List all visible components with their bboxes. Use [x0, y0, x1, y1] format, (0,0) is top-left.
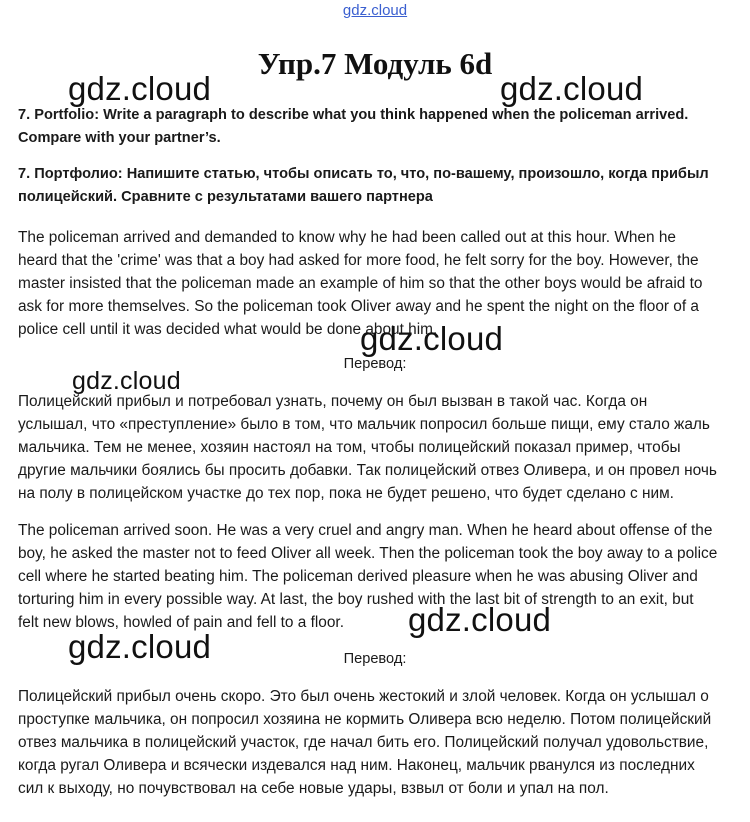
answer-1-english: The policeman arrived and demanded to know why he had been called out at this hour. When he heard that the 'crime' was that a boy had asked for more food, he felt sorry for the boy. However, the master insisted that the policeman made an example of him so that the other boys would be afraid to ask for more themselves. So the policeman took Oliver away and he spent the night on the floor of a police cell until it was decided what would be done about him. — [18, 229, 703, 338]
watermark: gdz.cloud — [360, 320, 504, 357]
watermark-link[interactable]: gdz.cloud — [342, 2, 408, 19]
watermark: gdz.cloud — [500, 70, 644, 107]
watermark: gdz.cloud — [68, 70, 212, 107]
page-title: Упр.7 Модуль 6d — [257, 46, 493, 81]
watermark: gdz.cloud — [72, 367, 181, 395]
task-english: 7. Portfolio: Write a paragraph to describe what you think happened when the policeman arrived. Compare with your partner’s. — [18, 107, 689, 146]
answer-2-english: The policeman arrived soon. He was a very cruel and angry man. When he heard about offense of the boy, he asked the master not to feed Oliver all week. Then the policeman took the boy away to a police cell where he started beating him. The policeman derived pleasure when he was abusing Oliver and torturing him in every possible way. At last, the boy rushed with the last bit of strength to an exit, but felt new blows, howled of pain and fell to a floor. — [18, 522, 718, 631]
translation-label: Перевод: — [343, 356, 407, 372]
translation-label: Перевод: — [343, 651, 407, 667]
task-russian: 7. Портфолио: Напишите статью, чтобы описать то, что, по-вашему, произошло, когда прибыл полицейский. Сравните с результатами вашего партнера — [18, 166, 709, 205]
watermark: gdz.cloud — [408, 601, 552, 638]
answer-2-russian: Полицейский прибыл очень скоро. Это был очень жестокий и злой человек. Когда он услышал о проступке мальчика, он попросил хозяина не кормить Оливера всю неделю. Потом полицейский отвез мальчика в полицейский участок, где начал бить его. Полицейский получал удовольствие, когда ругал Оливера и всячески издевался над ним. Наконец, мальчик рванулся из последних сил к выходу, но почувствовал на себе новые удары, взвыл от боли и упал на пол. — [18, 688, 712, 797]
answer-1-russian: Полицейский прибыл и потребовал узнать, почему он был вызван в такой час. Когда он услышал, что «преступление» было в том, что мальчик попросил больше пищи, ему стало жаль мальчика. Тем не менее, хозяин настоял на том, чтобы полицейский показал пример, чтобы другие мальчики боялись бы просить добавки. Так полицейский отвез Оливера, и он провел ночь на полу в полицейском участке до тех пор, пока не будет решено, что будет сделано с ним. — [18, 393, 717, 502]
watermark: gdz.cloud — [68, 628, 212, 665]
